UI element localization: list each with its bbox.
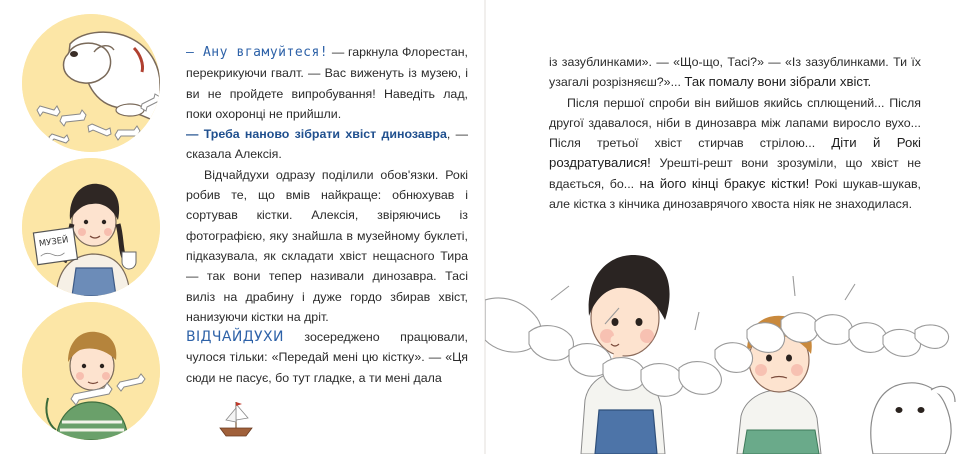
right-page-text — [549, 52, 921, 214]
right-paragraph-1 — [549, 52, 921, 93]
right-page — [485, 0, 970, 454]
right-paragraph-2e: Рокі шукав-шукав, але кістка з кінчика динозаврячого хвоста ніяк не знаходилася. — [549, 176, 921, 212]
exclamation-dialogue: — Ану вгамуйтеся! — [186, 45, 329, 60]
right-paragraph-2d: на його кінці бракує кістки! — [639, 175, 810, 191]
booklet-sign-text: МУЗЕЙ — [38, 235, 70, 250]
right-paragraph-2 — [549, 93, 921, 215]
illustration-dog-circle — [22, 14, 160, 152]
children-dinosaur-tail-illustration — [485, 240, 970, 454]
illustration-girl-circle — [22, 158, 160, 296]
illustration-boy-circle — [22, 302, 160, 440]
paragraph-2-rest: , — сказала Алексія. — [186, 127, 468, 162]
right-paragraph-2a: Після першої спроби він вийшов якийсь сплющений... Після другої здавалося, ніби в динозавра між лапами виросло вухо... Після третьої хвіст стирчав стрілою... — [549, 95, 921, 151]
paragraph-4-caps: ВІДЧАЙДУХИ — [186, 329, 284, 346]
paragraph-2 — [186, 124, 468, 165]
right-paragraph-2c: Урешті-решт вони зрозуміли, що хвіст не вдається, бо... — [549, 156, 921, 191]
right-paragraph-1b: Так помалу вони зібрали хвіст. — [684, 74, 872, 90]
white-dog — [871, 383, 955, 454]
paragraph-3: Відчайдухи одразу поділили обов'язки. Рокі робив те, що вмів найкраще: обнюхував і сортував кістки. Алексія, звіряючись із фотографією, яку знайшла в музейному буклеті, підказувала, як складати хвіст нещасного Тира — так вони тепер називали динозавра. Тасі виліз на драбину і дуже гордо збирав хвіст, нанизуючи кістки на дріт. — [186, 167, 468, 324]
ship-icon — [216, 398, 256, 440]
right-paragraph-2b: Діти й Рокі роздратувалися! — [549, 135, 921, 171]
paragraph-4-rest: зосереджено працювали, чулося тільки: «Передай мені цю кістку». — «Ця сюди не пасує, бо тут гладке, а ти мені дала — [186, 330, 468, 385]
girl-illustration — [22, 158, 160, 296]
paragraph-1-rest: — гаркнула Флорестан, перекрикуючи гвалт. — Вас виженуть із музею, і ви не пройдете випробування! Наведіть лад, поки охоронці не прийшли. — [186, 45, 468, 121]
right-paragraph-1a: із зазублинками». — «Що-що, Тасі?» — «Із зазублинками. Ти їх узагалі розрізняєш?»... — [549, 55, 921, 90]
paragraph-2-bold: Треба наново зібрати хвіст динозавра — [203, 127, 447, 142]
boy-illustration — [22, 302, 160, 440]
left-page-text — [186, 42, 468, 388]
paragraph-2-dash: — — [186, 127, 204, 142]
dinosaur-tail-bones — [485, 276, 949, 396]
paragraph-1 — [186, 42, 468, 124]
dog-illustration — [22, 14, 160, 152]
paragraph-4 — [186, 327, 468, 388]
